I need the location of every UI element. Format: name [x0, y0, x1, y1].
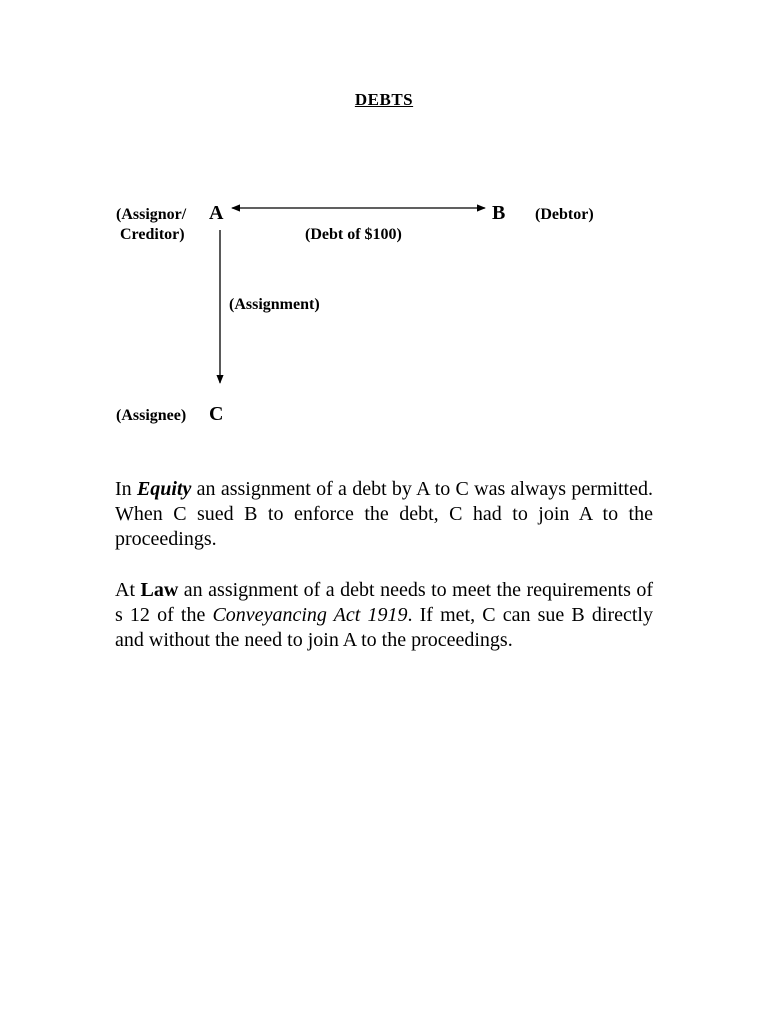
equity-text-before: In: [115, 478, 137, 500]
law-text-middle: an assignment of a debt needs to meet the requirements of s 12 of the: [115, 579, 654, 626]
debt-label: (Debt of $100): [305, 226, 402, 243]
assignment-label: (Assignment): [229, 296, 320, 313]
node-b: B: [492, 202, 506, 224]
equity-emphasis: Equity: [136, 478, 192, 500]
law-emphasis: Law: [140, 579, 179, 601]
page-title: DEBTS: [354, 90, 414, 109]
assignor-label: (Assignor/: [116, 206, 187, 223]
assignee-label: (Assignee): [116, 407, 187, 424]
node-c: C: [209, 403, 224, 425]
law-paragraph: [115, 578, 653, 653]
debtor-label: (Debtor): [535, 206, 594, 223]
law-text-after: . If met, C can sue B directly and without the need to join A to the proceedings.: [115, 604, 653, 651]
node-a: A: [209, 202, 224, 224]
creditor-label: Creditor): [120, 226, 185, 243]
act-name: Conveyancing Act 1919: [212, 604, 408, 626]
law-text-before: At: [115, 579, 141, 601]
equity-text-after: an assignment of a debt by A to C was always permitted. When C sued B to enforce the debt, C had to join A to the proceedings.: [115, 478, 653, 550]
equity-paragraph: [115, 477, 653, 552]
